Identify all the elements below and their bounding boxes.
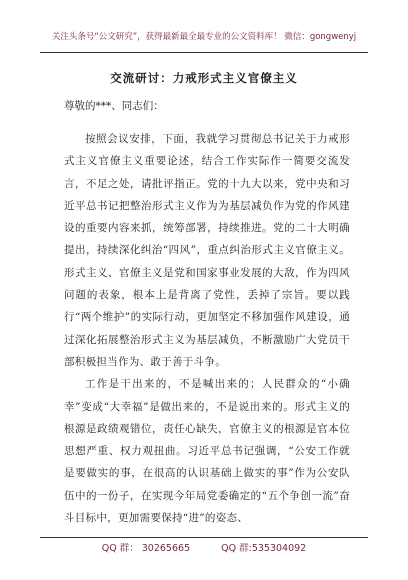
header-banner <box>40 28 368 53</box>
footer-qq-group-2: QQ 群:535304092 <box>221 543 307 554</box>
header-banner-text: 关注头条号“公文研究”，获得最新最全最专业的公文资料库！ 微信：gongwenyj <box>51 32 357 42</box>
footer-qq-group-1: QQ 群： 30265665 <box>101 543 191 554</box>
document-title: 交流研讨：力戒形式主义官僚主义 <box>110 71 298 85</box>
paragraph-1: 按照会议安排，下面，我就学习贯彻总书记关于力戒形式主义官僚主义重要论述，结合工作实际作一简要交流发言，不足之处，请批评指正。党的十九大以来，党中央和习近平总书记把整治形式主义作为为基层减负作为党的作风建设的重要内容来抓，统筹部署，持续推进。党的二十大明确提出，持续深化纠治“四风”，重点纠治形式主义官僚主义。形式主义、官僚主义是党和国家事业发展的大敌，作为四风问题的表象，根本上是背离了党性，丢掉了宗旨。要以践行“两个维护”的实际行动，更加坚定不移加强作风建设，通过深化拓展整治形式主义为基层减负，不断激励广大党员干部积极担当作为、敢于善于斗争。 <box>64 133 350 368</box>
document-body <box>64 98 350 529</box>
footer-contact <box>40 537 368 554</box>
salutation: 尊敬的***、同志们： <box>64 100 164 112</box>
paragraph-2: 工作是干出来的，不是喊出来的；人民群众的“小确幸”变成“大幸福”是做出来的，不是说出来的。形式主义的根源是政绩观错位，责任心缺失，官僚主义的根源是官本位思想严重、权力观扭曲。习近平总书记强调，“公安工作就是要做实的事，在很高的认识基础上做实的事”作为公安队伍中的一份子，在实现今年局党委确定的“五个争创一流”奋斗目标中，更加需要保持“进”的姿态、 <box>64 378 350 525</box>
